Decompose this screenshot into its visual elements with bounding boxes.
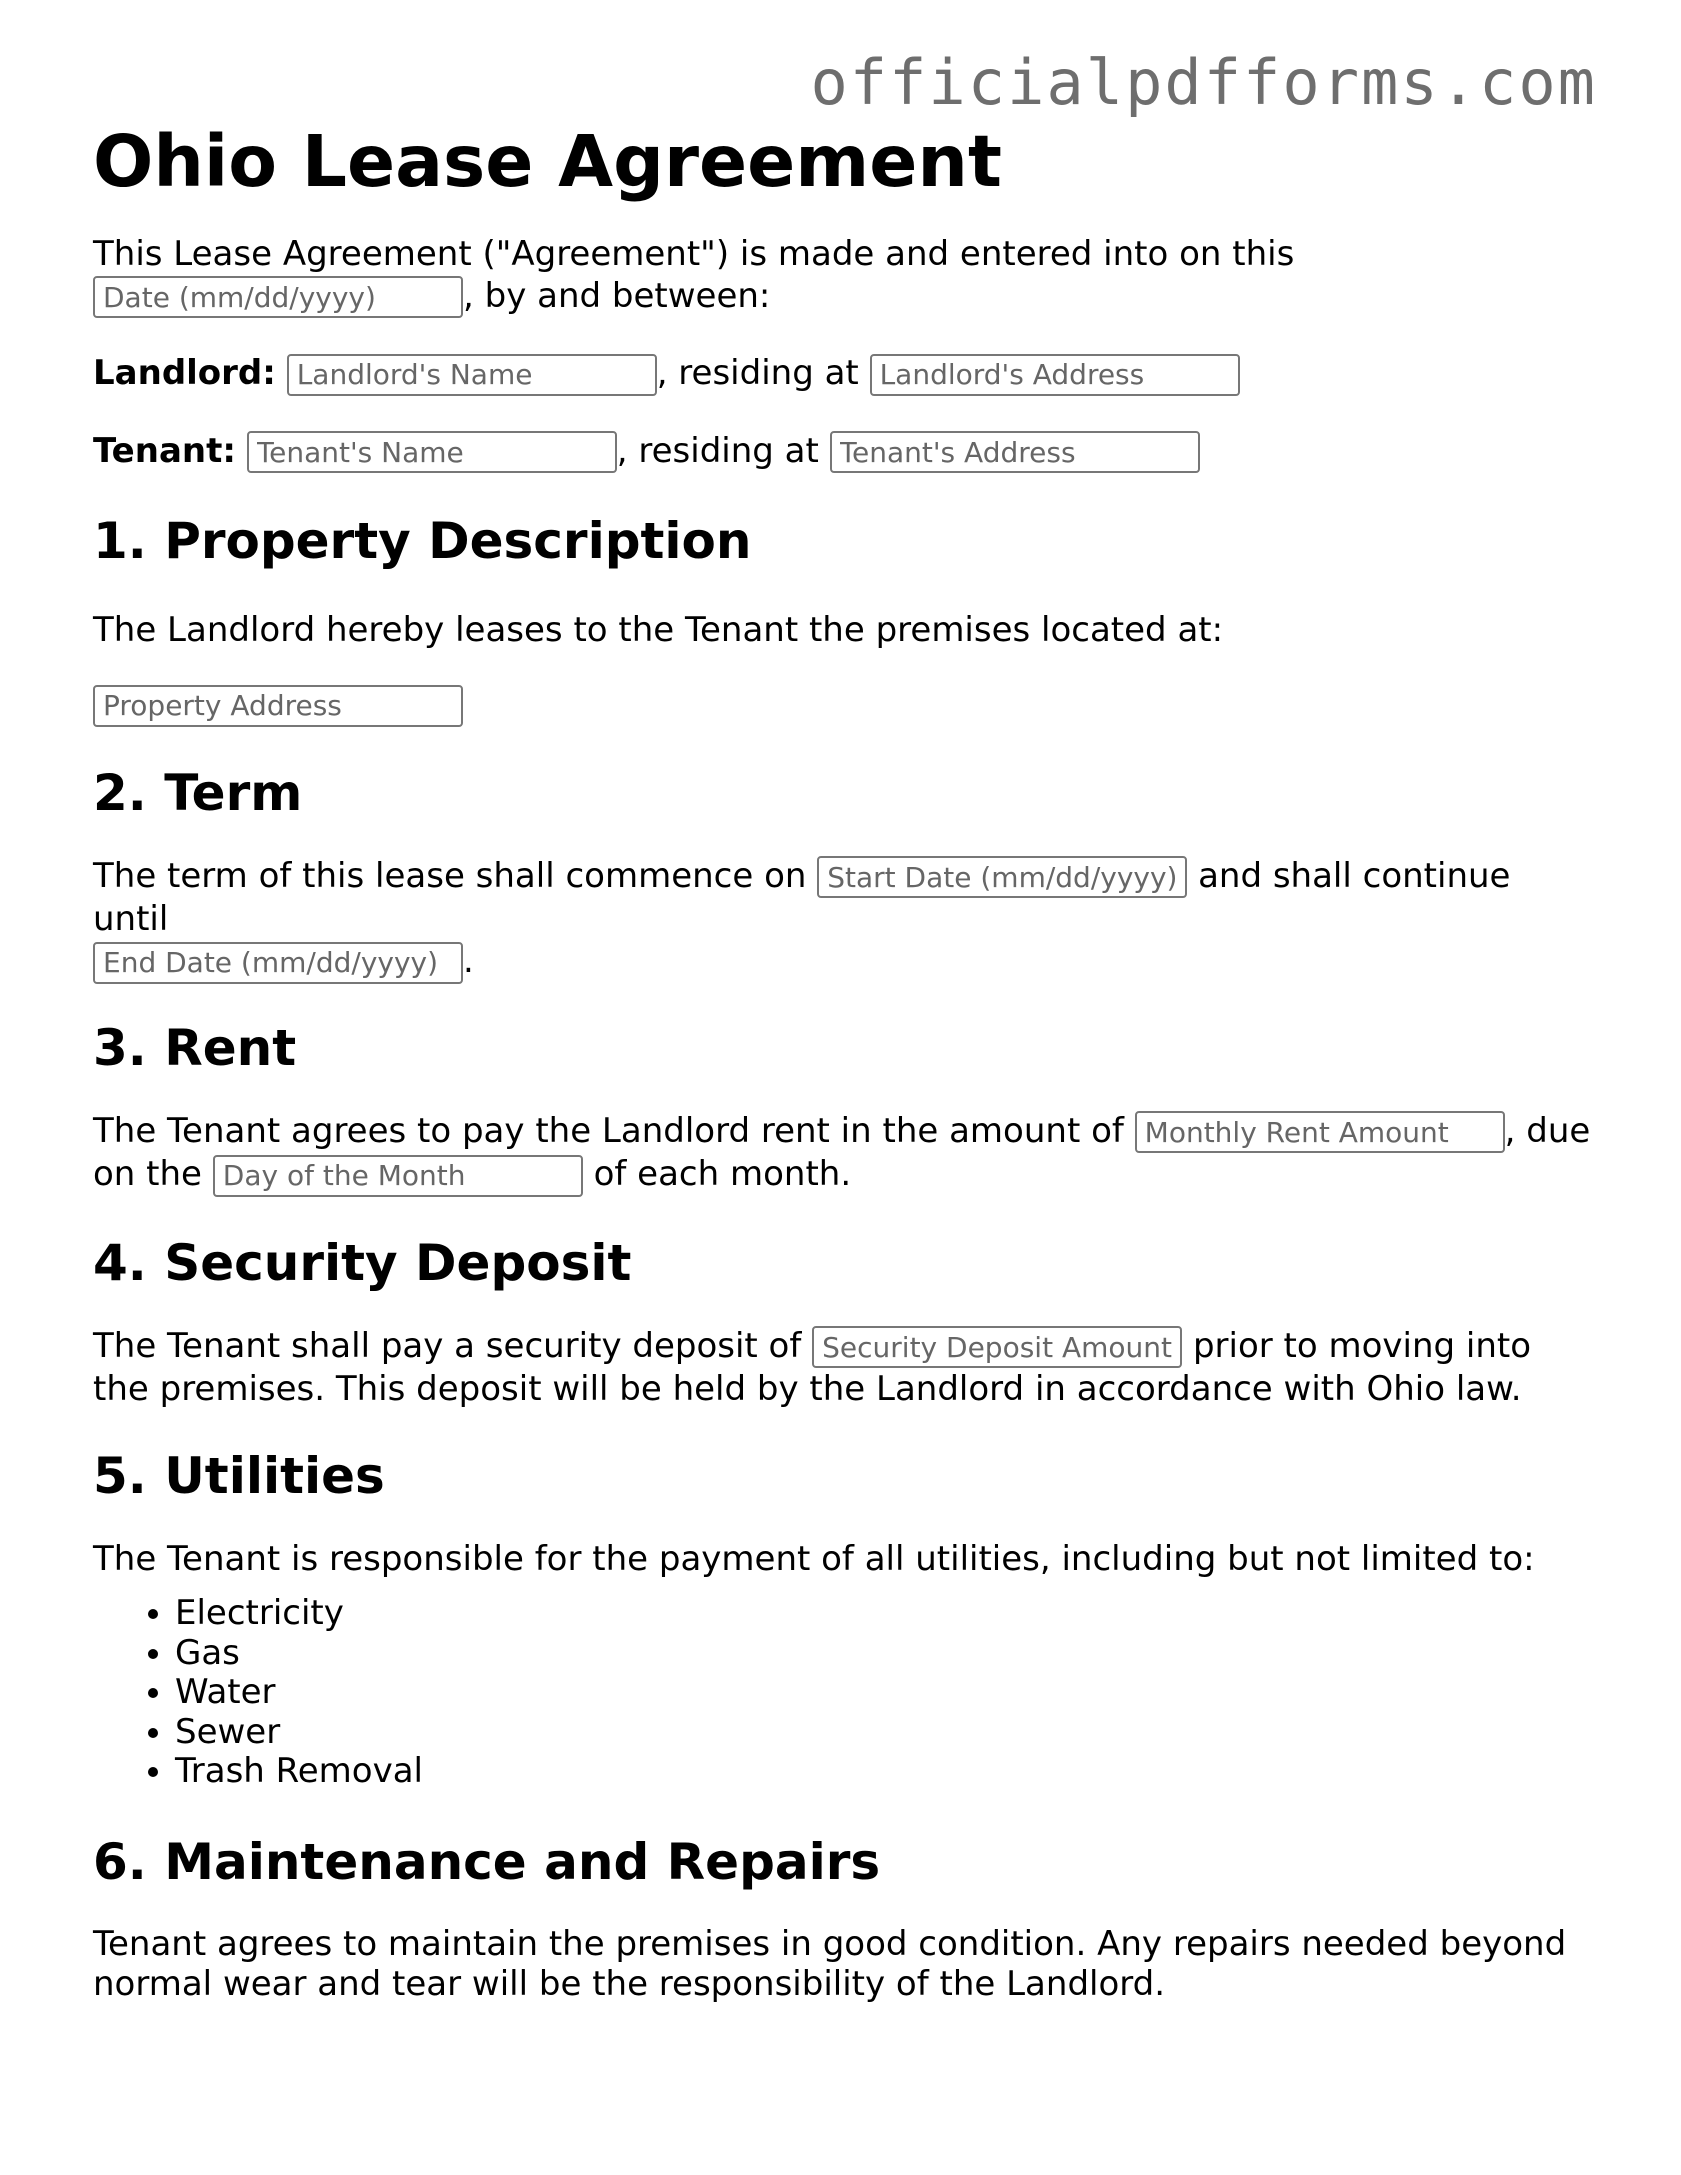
maintenance-text: Tenant agrees to maintain the premises in good condition. Any repairs needed beyond normal wear and tear will be the responsibility of the Landlord. [93,1923,1567,2004]
utilities-list [93,1594,1593,1792]
rent-day-input[interactable] [213,1155,583,1197]
rent-heading: 3. Rent [93,1018,297,1077]
maintenance-heading: 6. Maintenance and Repairs [93,1832,881,1891]
rent-text-middle: , due on the [93,1110,1591,1195]
monthly-rent-input[interactable] [1135,1111,1505,1153]
list-item: • Gas [175,1634,1593,1674]
utilities-text: The Tenant is responsible for the payment of all utilities, including but not limited to: [93,1539,1535,1580]
agreement-date-input[interactable] [93,276,463,318]
tenant-name-input[interactable] [247,431,617,473]
rent-paragraph [93,1110,1593,1197]
property-text: The Landlord hereby leases to the Tenant the premises located at: [93,610,1224,651]
deposit-paragraph [93,1325,1593,1411]
list-item: • Electricity [175,1594,1593,1634]
landlord-name-input[interactable] [287,354,657,396]
deposit-text-after: prior to moving into the premises. This deposit will be held by the Landlord in accordance with Ohio law. [93,1325,1532,1410]
document-body [93,118,1593,2004]
start-date-input[interactable] [817,856,1187,898]
term-heading: 2. Term [93,763,303,822]
property-address-line [93,683,1593,727]
deposit-text-before: The Tenant shall pay a security deposit of [93,1325,802,1366]
tenant-residing-text: , residing at [616,430,819,471]
list-item: • Trash Removal [175,1752,1593,1792]
end-date-input[interactable] [93,942,463,984]
landlord-address-input[interactable] [870,354,1240,396]
watermark: officialpdfforms.com [810,46,1597,119]
list-item: • Water [175,1673,1593,1713]
rent-text-before: The Tenant agrees to pay the Landlord rent in the amount of [93,1110,1124,1151]
utilities-heading: 5. Utilities [93,1447,385,1506]
security-deposit-input[interactable] [812,1326,1182,1368]
deposit-heading: 4. Security Deposit [93,1233,632,1292]
property-address-input[interactable] [93,685,463,727]
term-paragraph [93,855,1593,984]
list-item: • Sewer [175,1713,1593,1753]
term-text-before: The term of this lease shall commence on [93,855,807,896]
rent-text-after: of each month. [593,1154,852,1195]
intro-paragraph [93,233,1593,319]
tenant-label: Tenant: [93,430,236,471]
intro-text-after: , by and between: [463,275,771,316]
property-heading: 1. Property Description [93,512,752,571]
landlord-residing-text: , residing at [656,353,859,394]
tenant-address-input[interactable] [830,431,1200,473]
intro-text-before: This Lease Agreement ("Agreement") is made and entered into on this [93,233,1295,274]
landlord-line [93,352,1593,396]
tenant-line [93,430,1593,474]
document-title: Ohio Lease Agreement [93,120,1002,203]
term-text-after: . [463,941,474,982]
landlord-label: Landlord: [93,353,276,394]
term-text-middle: and shall continue until [93,855,1511,940]
